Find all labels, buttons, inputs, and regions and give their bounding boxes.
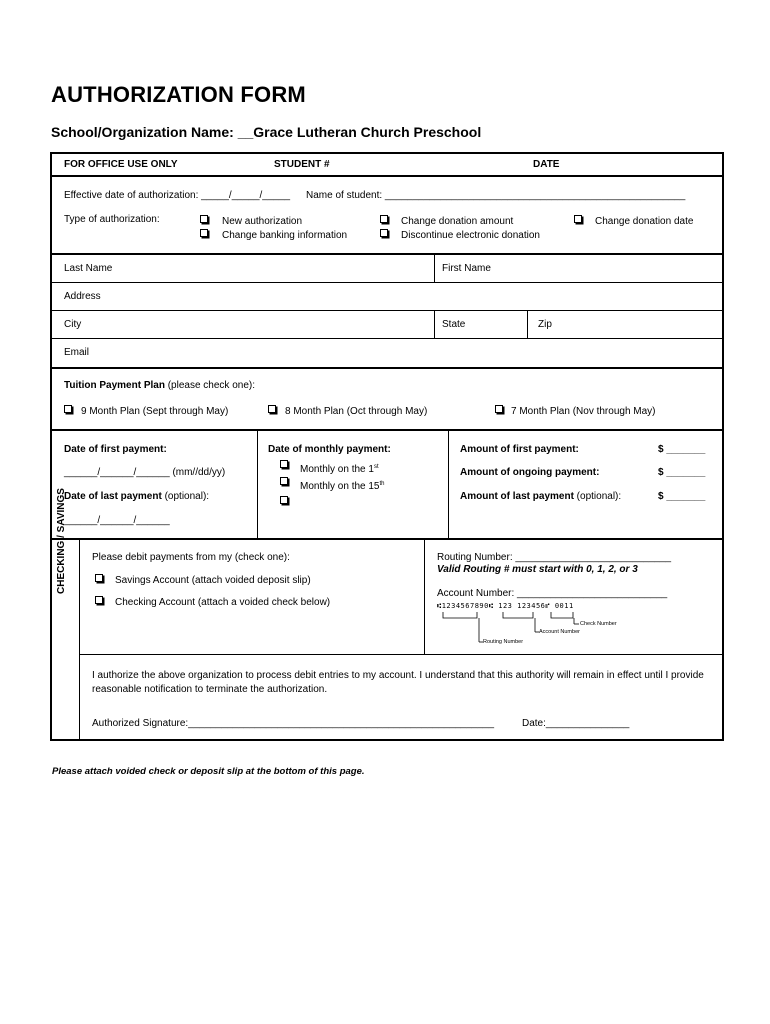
savings-account-checkbox[interactable] [95, 574, 103, 582]
tuition-plan-heading: Tuition Payment Plan (please check one): [64, 380, 255, 391]
signature-date-field[interactable]: Date:_______________ [522, 718, 630, 729]
routing-number-caption: Routing Number [483, 639, 524, 645]
nine-month-plan-label: 9 Month Plan (Sept through May) [81, 406, 229, 417]
signature-field[interactable]: Authorized Signature:_______________________________________________________ [92, 718, 495, 729]
monthly-15th-checkbox[interactable] [280, 477, 288, 485]
page-title: AUTHORIZATION FORM [51, 82, 306, 107]
last-amount-field[interactable]: $ _______ [658, 491, 706, 502]
address-field[interactable]: Address [64, 291, 101, 302]
routing-number-field[interactable]: Routing Number: ____________________________ [437, 552, 672, 563]
seven-month-plan-checkbox[interactable] [495, 405, 503, 413]
monthly-1st-checkbox[interactable] [280, 460, 288, 468]
new-authorization-checkbox[interactable] [200, 215, 208, 223]
effective-date-field[interactable]: Effective date of authorization: _____/_____/_____ [64, 190, 291, 201]
nine-month-plan-checkbox[interactable] [64, 405, 72, 413]
first-payment-date-field[interactable]: ______/______/______ (mm//dd/yy) [64, 467, 226, 478]
monthly-other-checkbox[interactable] [280, 496, 288, 504]
first-name-field[interactable]: First Name [442, 263, 491, 274]
first-amount-field[interactable]: $ _______ [658, 444, 706, 455]
new-authorization-label: New authorization [222, 216, 303, 227]
email-field[interactable]: Email [64, 347, 90, 358]
ongoing-amount-label: Amount of ongoing payment: [460, 467, 600, 478]
authorization-statement-2: reasonable notification to terminate the authorization. [92, 684, 328, 695]
monthly-1st-label: Monthly on the 1st [300, 464, 379, 475]
check-number-caption: Check Number [580, 621, 617, 627]
date-label: DATE [533, 159, 560, 170]
change-donation-date-checkbox[interactable] [574, 215, 582, 223]
eight-month-plan-label: 8 Month Plan (Oct through May) [285, 406, 428, 417]
last-amount-label: Amount of last payment (optional): [460, 491, 622, 502]
city-field[interactable]: City [64, 319, 82, 330]
change-donation-date-label: Change donation date [595, 216, 694, 227]
authorization-statement-1: I authorize the above organization to process debit entries to my account. I understand that this authority will remain in effect until I provide [92, 670, 704, 681]
change-banking-label: Change banking information [222, 230, 348, 241]
office-use-label: FOR OFFICE USE ONLY [64, 159, 178, 170]
change-donation-amount-checkbox[interactable] [380, 215, 388, 223]
type-of-authorization-label: Type of authorization: [64, 214, 160, 225]
school-label: School/Organization Name: [51, 124, 234, 140]
account-number-field[interactable]: Account Number: ___________________________ [437, 588, 668, 599]
check-micr-line: ⑆1234567890⑆ 123 123456⑈ 0011 [437, 602, 574, 610]
change-banking-checkbox[interactable] [200, 229, 208, 237]
last-payment-date-label: Date of last payment (optional): [64, 491, 210, 502]
ongoing-amount-field[interactable]: $ _______ [658, 467, 706, 478]
seven-month-plan-label: 7 Month Plan (Nov through May) [511, 406, 656, 417]
monthly-15th-label: Monthly on the 15th [300, 481, 385, 492]
first-payment-date-label: Date of first payment: [64, 444, 167, 455]
discontinue-donation-checkbox[interactable] [380, 229, 388, 237]
last-name-field[interactable]: Last Name [64, 263, 113, 274]
school-value: __Grace Lutheran Church Preschool [233, 124, 482, 140]
first-amount-label: Amount of first payment: [460, 444, 579, 455]
discontinue-donation-label: Discontinue electronic donation [401, 230, 540, 241]
routing-note: Valid Routing # must start with 0, 1, 2, or 3 [437, 564, 638, 575]
account-number-caption: Account Number [539, 629, 580, 635]
footnote: Please attach voided check or deposit slip at the bottom of this page. [52, 766, 365, 777]
change-donation-amount-label: Change donation amount [401, 216, 514, 227]
checking-account-checkbox[interactable] [95, 596, 103, 604]
debit-prompt: Please debit payments from my (check one): [92, 552, 290, 563]
monthly-payment-label: Date of monthly payment: [268, 444, 391, 455]
checking-account-label: Checking Account (attach a voided check below) [115, 597, 331, 608]
student-name-field[interactable]: Name of student: ______________________________________________________ [306, 190, 686, 201]
last-payment-date-field[interactable]: ______/______/______ [64, 515, 170, 526]
student-number-label: STUDENT # [274, 159, 330, 170]
state-field[interactable]: State [442, 319, 466, 330]
school-name [51, 124, 481, 140]
eight-month-plan-checkbox[interactable] [268, 405, 276, 413]
zip-field[interactable]: Zip [538, 319, 552, 330]
authorization-form: FOR OFFICE USE ONLY STUDENT # DATE Effective date of authorization: _____/_____/_____ Name of student: ______________________________________________________ Type of authorization: New authorization Change banking information Change donation amount Discontinue electronic donation Change donation date Last Name First Name Address City State Zip Email Tuition Payment Plan (please check one): 9 Month Plan (Sept through May) 8 Month Plan (Oct through May) 7 Month Plan (Nov through May) Date of first payment: ______/______/______ (mm//dd/yy) Date of last payment (optional): ______/______/______ Date of monthly payment: Monthly on the 1st Monthly on the 15th Amount of first payment: $ _______ Amount of ongoing payment: $ _______ Amount of last payment (optional): $ _______ CHECKING / SAVINGS Please debit payments from my (check one): Savings Account (attach voided deposit slip) Checking Account (attach a voided check below) Routing Number: ____________________________ Valid Routing # must start with 0, 1, 2, or 3 Account Number: ___________________________ ⑆1234567890⑆ 123 123456⑈ 0011 Check Number Account Number Routing Number I authorize the above organization to process debit entries to my account. I understand that this authority will remain in effect until I provide reasonable notification to terminate the authorization. Authorized Signature:_______________________________________________________ Date:_______________ [50, 152, 724, 741]
savings-account-label: Savings Account (attach voided deposit slip) [115, 575, 311, 586]
